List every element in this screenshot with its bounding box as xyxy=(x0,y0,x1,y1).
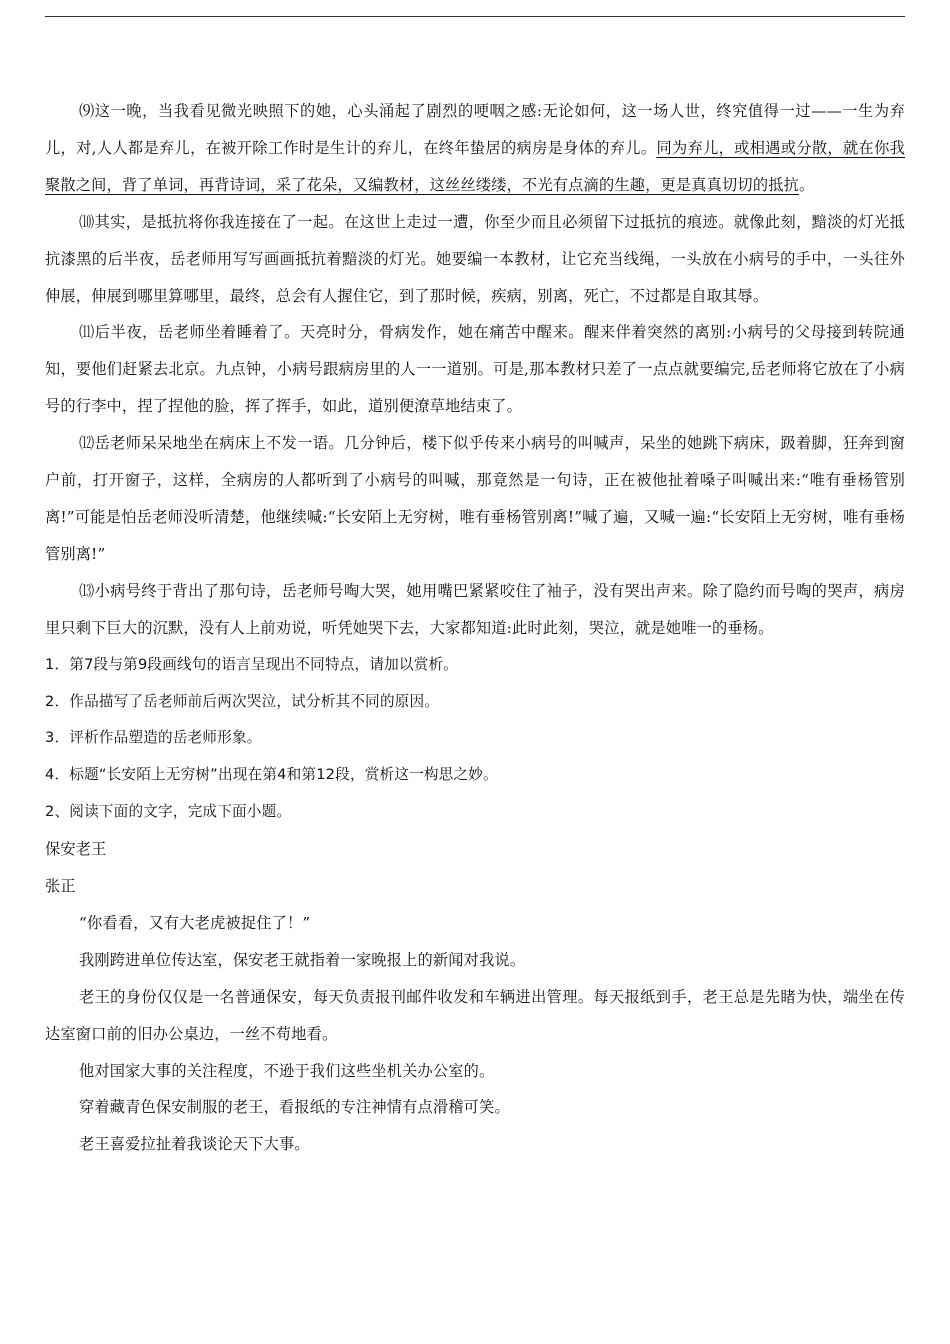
article-paragraph: 我刚跨进单位传达室，保安老王就指着一家晚报上的新闻对我说。 xyxy=(79,950,526,969)
paragraph-13: ⒀小病号终于背出了那句诗，岳老师号啕大哭，她用嘴巴紧紧咬住了袖子，没有哭出声来。除了隐约而号啕的哭声，病房里只剩下巨大的沉默，没有人上前劝说，听凭她哭下去，大家都知道:此时此刻，哭泣，就是她唯一的垂杨。 xyxy=(45,581,905,637)
paragraph-10: ⑽其实，是抵抗将你我连接在了一起。在这世上走过一遭，你至少而且必须留下过抵抗的痕迹。就像此刻，黯淡的灯光抵抗漆黑的后半夜，岳老师用写写画画抵抗着黯淡的灯光。她要编一本教材，让它充当线绳，一头放在小病号的手中，一头往外伸展，伸展到哪里算哪里，最终，总会有人握住它，到了那时候，疾病，别离，死亡，不过都是自取其辱。 xyxy=(45,212,905,305)
document-body xyxy=(45,93,905,1163)
article-paragraph: 老王的身份仅仅是一名普通保安，每天负责报刊邮件收发和车辆进出管理。每天报纸到手，老王总是先睹为快，端坐在传达室窗口前的旧办公桌边，一丝不苟地看。 xyxy=(45,987,905,1043)
article-paragraph: 穿着藏青色保安制服的老王，看报纸的专注神情有点滑稽可笑。 xyxy=(79,1098,510,1117)
section-2-instruction: 2、阅读下面的文字，完成下面小题。 xyxy=(45,803,292,821)
article-paragraph: 老王喜爱拉扯着我谈论天下大事。 xyxy=(79,1135,310,1154)
article-paragraph: “你看看，又有大老虎被捉住了！” xyxy=(79,913,311,932)
question-4: 4．标题“长安陌上无穷树”出现在第4和第12段，赏析这一构思之妙。 xyxy=(45,766,498,784)
header-rule xyxy=(45,16,905,17)
article-author: 张正 xyxy=(45,877,76,896)
article-title: 保安老王 xyxy=(45,840,107,859)
paragraph-9-text: ⑼这一晚，当我看见微光映照下的她，心头涌起了剧烈的哽咽之感:无论如何，这一场人世，终究值得一过——一生为弃儿，对,人人都是弃儿，在被开除工作时是生计的弃儿，在终年蛰居的病房是身体的弃儿。 xyxy=(45,102,905,157)
paragraph-9-end: 。 xyxy=(799,175,815,194)
question-1: 1．第7段与第9段画线句的语言呈现出不同特点，请加以赏析。 xyxy=(45,655,459,673)
paragraph-9 xyxy=(45,93,905,204)
underlined-sentence: 同为弃儿，或相遇或分散，就在你我聚散之间，背了单词，再背诗词，采了花朵，又编教材，这丝丝缕缕，不光有点滴的生趣，更是真真切切的抵抗 xyxy=(45,138,905,194)
paragraph-12: ⑿岳老师呆呆地坐在病床上不发一语。几分钟后，楼下似乎传来小病号的叫喊声，呆坐的她跳下病床，趿着脚，狂奔到窗户前，打开窗子，这样，全病房的人都听到了小病号的叫喊，那竟然是一句诗，正在被他扯着嗓子叫喊出来:“唯有垂杨管别离!”可能是怕岳老师没听清楚，他继续喊:“长安陌上无穷树，唯有垂杨管别离!”喊了遍，又喊一遍:“长安陌上无穷树，唯有垂杨管别离!” xyxy=(45,434,905,563)
question-2: 2．作品描写了岳老师前后两次哭泣，试分析其不同的原因。 xyxy=(45,692,440,710)
paragraph-11: ⑾后半夜，岳老师坐着睡着了。天亮时分，骨病发作，她在痛苦中醒来。醒来伴着突然的离别:小病号的父母接到转院通知，要他们赶紧去北京。九点钟，小病号跟病房里的人一一道别。可是,那本教材只差了一点点就要编完,岳老师将它放在了小病号的行李中，捏了捏他的脸，挥了挥手，如此，道别便潦草地结束了。 xyxy=(45,323,905,416)
question-3: 3．评析作品塑造的岳老师形象。 xyxy=(45,729,262,747)
article-paragraph: 他对国家大事的关注程度，不逊于我们这些坐机关办公室的。 xyxy=(79,1061,495,1080)
